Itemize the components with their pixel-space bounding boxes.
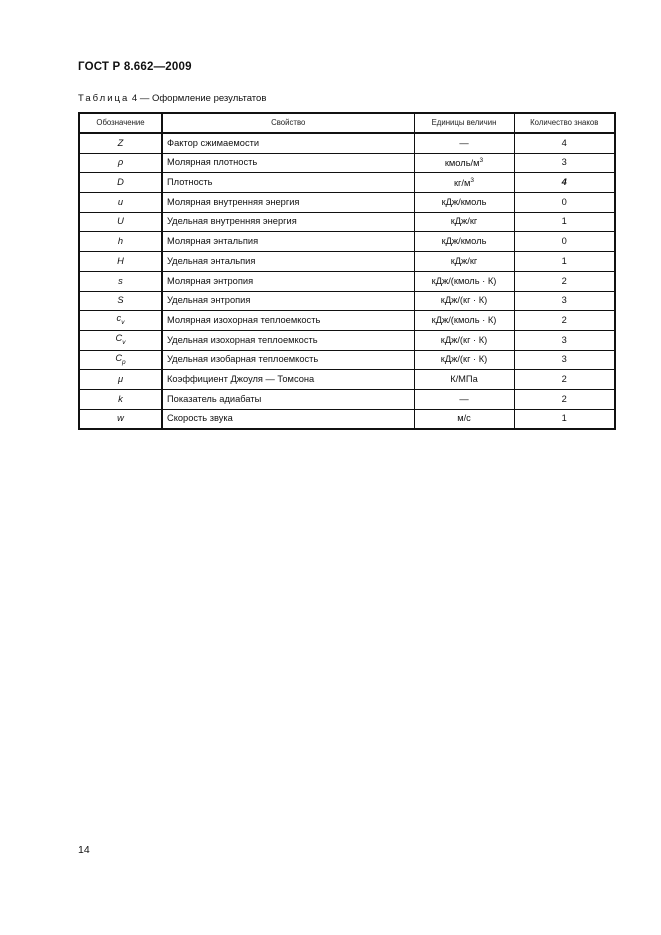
cell-unit	[414, 133, 514, 153]
table-row	[79, 409, 615, 429]
cell-digits: 4	[514, 173, 615, 193]
symbol-subscript: v	[121, 319, 125, 327]
unit-text: м/с	[457, 413, 471, 424]
cell-symbol	[79, 133, 162, 153]
table-row	[79, 133, 615, 153]
cell-unit	[414, 193, 514, 213]
cell-property: Плотность	[162, 173, 414, 193]
cell-unit	[414, 370, 514, 390]
cell-symbol	[79, 271, 162, 291]
column-header-property: Свойство	[162, 113, 414, 133]
table-body	[79, 133, 615, 429]
symbol-text: w	[117, 413, 124, 424]
unit-text: кДж/(кмоль · К)	[431, 314, 497, 325]
unit-text: —	[459, 393, 469, 404]
symbol-text: C	[115, 333, 123, 344]
cell-symbol	[79, 173, 162, 193]
table-row	[79, 311, 615, 331]
cell-symbol	[79, 212, 162, 232]
cell-property: Удельная изохорная теплоемкость	[162, 330, 414, 350]
cell-unit	[414, 173, 514, 193]
cell-unit	[414, 271, 514, 291]
cell-digits: 1	[514, 212, 615, 232]
unit-text: кДж/кмоль	[441, 196, 487, 207]
cell-property: Молярная изохорная теплоемкость	[162, 311, 414, 331]
cell-digits: 3	[514, 330, 615, 350]
cell-unit	[414, 232, 514, 252]
cell-digits: 3	[514, 153, 615, 173]
symbol-subscript: p	[122, 358, 126, 366]
cell-property: Удельная энтальпия	[162, 252, 414, 272]
cell-property: Молярная внутренняя энергия	[162, 193, 414, 213]
cell-unit	[414, 311, 514, 331]
cell-digits: 4	[514, 133, 615, 153]
symbol-text: μ	[117, 373, 124, 384]
cell-symbol	[79, 252, 162, 272]
unit-text: кДж/кг	[450, 216, 478, 227]
cell-symbol	[79, 291, 162, 311]
cell-unit	[414, 330, 514, 350]
cell-property: Показатель адиабаты	[162, 389, 414, 409]
cell-symbol	[79, 370, 162, 390]
table-header-row	[79, 113, 615, 133]
cell-symbol	[79, 311, 162, 331]
cell-digits: 0	[514, 193, 615, 213]
cell-digits: 2	[514, 389, 615, 409]
symbol-text: ρ	[117, 157, 124, 168]
unit-text: —	[459, 137, 469, 148]
table-caption-label: Таблица	[78, 93, 130, 104]
cell-symbol	[79, 330, 162, 350]
symbol-text: U	[117, 216, 124, 227]
cell-digits: 1	[514, 252, 615, 272]
table-row	[79, 271, 615, 291]
table-row	[79, 212, 615, 232]
cell-unit	[414, 252, 514, 272]
unit-text: кДж/кмоль	[441, 236, 487, 247]
symbol-text: u	[117, 196, 124, 207]
unit-superscript: 3	[479, 156, 484, 164]
cell-symbol	[79, 153, 162, 173]
cell-unit	[414, 389, 514, 409]
unit-text: К/МПа	[450, 373, 478, 384]
unit-text: кДж/(кг · К)	[440, 334, 488, 345]
symbol-text: H	[117, 255, 124, 266]
table-row	[79, 232, 615, 252]
cell-digits: 3	[514, 291, 615, 311]
table-caption-number: 4	[131, 93, 138, 104]
table-row	[79, 370, 615, 390]
cell-property: Молярная энтальпия	[162, 232, 414, 252]
symbol-subscript: v	[122, 338, 126, 346]
symbol-text: s	[118, 275, 123, 286]
unit-text: кДж/(кг · К)	[440, 295, 488, 306]
cell-unit	[414, 291, 514, 311]
cell-unit	[414, 409, 514, 429]
cell-symbol	[79, 232, 162, 252]
column-header-units: Единицы величин	[414, 113, 514, 133]
table-caption-title: — Оформление результатов	[139, 93, 267, 104]
unit-text: кДж/кг	[450, 255, 478, 266]
table-row	[79, 350, 615, 370]
cell-property: Коэффициент Джоуля — Томсона	[162, 370, 414, 390]
cell-property: Удельная изобарная теплоемкость	[162, 350, 414, 370]
cell-property: Удельная внутренняя энергия	[162, 212, 414, 232]
cell-unit	[414, 153, 514, 173]
column-header-symbol: Обозначение	[79, 113, 162, 133]
cell-symbol	[79, 193, 162, 213]
cell-unit	[414, 212, 514, 232]
table-row	[79, 291, 615, 311]
table-row	[79, 153, 615, 173]
cell-property: Молярная плотность	[162, 153, 414, 173]
cell-property: Фактор сжимаемости	[162, 133, 414, 153]
cell-symbol	[79, 389, 162, 409]
column-header-digits: Количество знаков	[514, 113, 615, 133]
symbol-text: Z	[117, 137, 124, 148]
table-row	[79, 389, 615, 409]
symbol-text: C	[115, 352, 123, 363]
cell-unit	[414, 350, 514, 370]
cell-property: Скорость звука	[162, 409, 414, 429]
table-row	[79, 330, 615, 350]
cell-digits: 0	[514, 232, 615, 252]
unit-text: кг/м	[453, 177, 471, 188]
symbol-text: k	[118, 393, 123, 404]
table-caption	[78, 93, 266, 104]
page-number: 14	[78, 844, 90, 856]
cell-digits: 2	[514, 370, 615, 390]
symbol-text: c	[116, 313, 122, 324]
cell-symbol	[79, 409, 162, 429]
cell-property: Удельная энтропия	[162, 291, 414, 311]
unit-text: кДж/(кмоль · К)	[431, 275, 497, 286]
unit-text: кмоль/м	[444, 157, 480, 168]
cell-digits: 2	[514, 311, 615, 331]
symbol-text: S	[117, 295, 124, 306]
unit-superscript: 3	[470, 176, 475, 184]
cell-symbol	[79, 350, 162, 370]
table-row	[79, 173, 615, 193]
results-table	[78, 112, 616, 430]
symbol-text: D	[117, 177, 124, 188]
cell-digits: 1	[514, 409, 615, 429]
unit-text: кДж/(кг · К)	[440, 354, 488, 365]
document-header: ГОСТ Р 8.662—2009	[78, 61, 192, 73]
table-row	[79, 252, 615, 272]
cell-digits: 3	[514, 350, 615, 370]
cell-property: Молярная энтропия	[162, 271, 414, 291]
table-row	[79, 193, 615, 213]
symbol-text: h	[117, 236, 124, 247]
cell-digits: 2	[514, 271, 615, 291]
